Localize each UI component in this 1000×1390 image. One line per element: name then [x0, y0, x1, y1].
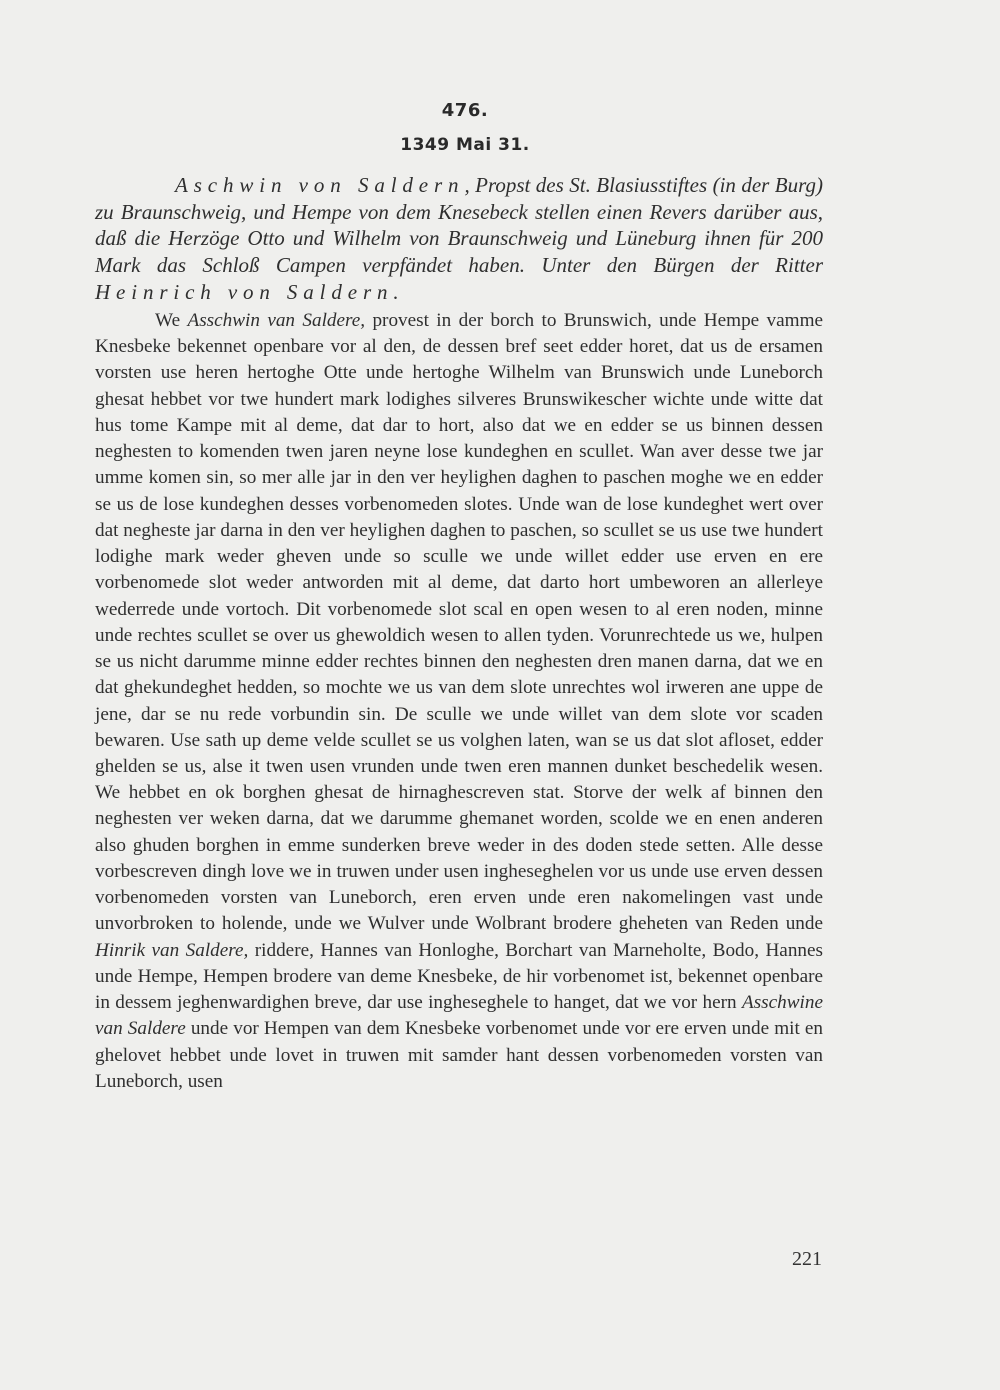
document-date: 1349 Mai 31. [400, 135, 530, 155]
regest-text-part1: , Propst des St. Blasiusstiftes (in der Burg) zu Braunschweig, und Hempe von dem Knesebeck stellen einen Revers darüber aus, daß die Herzöge Otto und Wilhelm von Braunschweig und Lüneburg ihnen für 200 Mark das Schloß Campen verpfändet haben. Unter den Bürgen der Ritter [95, 173, 824, 278]
charter-name-asschwin: Asschwin van Saldere, [187, 310, 366, 331]
regest-text-part2: . [393, 279, 399, 304]
charter-text-part2: provest in der borch to Brunswich, unde Hempe vamme Knesbeke bekennet openbare vor al den, de dessen bref seet edder horet, dat us de ersamen vorsten use heren hertoghe Otte unde hertoghe Wilhelm van Brunswich unde Luneborch ghesat hebbet vor twe hundert mark lodighes silveres Brunswikescher wichte unde witte dat hus tome Kampe mit al deme, dat dar to hort, also dat we en edder se us binnen dessen neghesten to komenden twen jaren neyne lose kundeghen en scullet. Wan aver desse twe jar umme komen sin, so mer alle jar in den ver heylighen daghen to paschen moghe we en edder se us de lose kundeghen desses vorbenomeden slotes. Unde wan de lose kundeghet wert over dat negheste jar darna in den ver heylighen daghen to paschen, so scullet se us use twe hundert lodighe mark weder gheven unde so sculle we unde willet edder use erven en ere vorbenomede slot weder antworden mit al deme, dat darto hort umbeworen an allerleye wederrede unde vortoch. Dit vorbenomede slot scal en open wesen to al eren noden, minne unde rechtes scullet se over us ghewoldich wesen to allen tyden. Vorunrechtede us we, hulpen se us nicht darumme minne edder rechtes binnen den neghesten dren manen darna, dat we en dat ghekundeghet hedden, so mochte we us van dem slote unrechtes wol irweren ane uppe de jene, dar se nu rede vorbundin sin. De sculle we unde willet van dem slote vor scaden bewaren. Use sath up deme velde scullet se us volghen laten, wan se us dat slot afloset, edder ghelden se us, alse it twen usen vrunden unde twen eren mannen dunket beschedelik wesen. We hebbet en ok borghen ghesat de hirnaghescreven stat. Storve der welk af binnen den neghesten ver weken darna, dat we darumme ghemanet worden, scolde we en enen anderen also ghuden borghen in emme sunderken breve weder in des doden stede setten. Alle desse vorbescreven dingh love we in truwen under usen ingheseghelen vor us unde use erven dessen vorbenomeden vorsten van Luneborch, eren erven unde eren nakomelingen vast unde unvorbroken to holende, unde we Wulver unde Wolbrant brodere gheheten van Reden unde [95, 310, 824, 935]
charter-name-asschwine: Asschwine van Saldere [95, 992, 823, 1040]
charter-text [95, 308, 823, 1095]
charter-text-part3: riddere, Hannes van Honloghe, Borchart van Marneholte, Bodo, Hannes unde Hempe, Hempen brodere van deme Knesbeke, de hir vorbenomet ist, bekennet openbare in dessem jeghenwardighen breve, dar use ingheseghele to hanget, dat we vor hern [95, 939, 823, 1014]
regest-summary [95, 172, 823, 306]
regest-name-heinrich: Heinrich von Saldern [95, 279, 394, 304]
page-number: 221 [792, 1248, 822, 1270]
regest-name-aschwin: Aschwin von Saldern [175, 173, 465, 197]
charter-name-hinrik: Hinrik van Saldere, [95, 939, 249, 961]
charter-text-part4: unde vor Hempen van dem Knesbeke vorbenomet unde vor ere erven unde mit en ghelovet hebbet unde lovet in truwen mit samder hant dessen vorbenomeden vorsten van Luneborch, usen [95, 1018, 823, 1092]
charter-text-part1: We [155, 310, 188, 331]
document-number: 476. [441, 100, 489, 121]
